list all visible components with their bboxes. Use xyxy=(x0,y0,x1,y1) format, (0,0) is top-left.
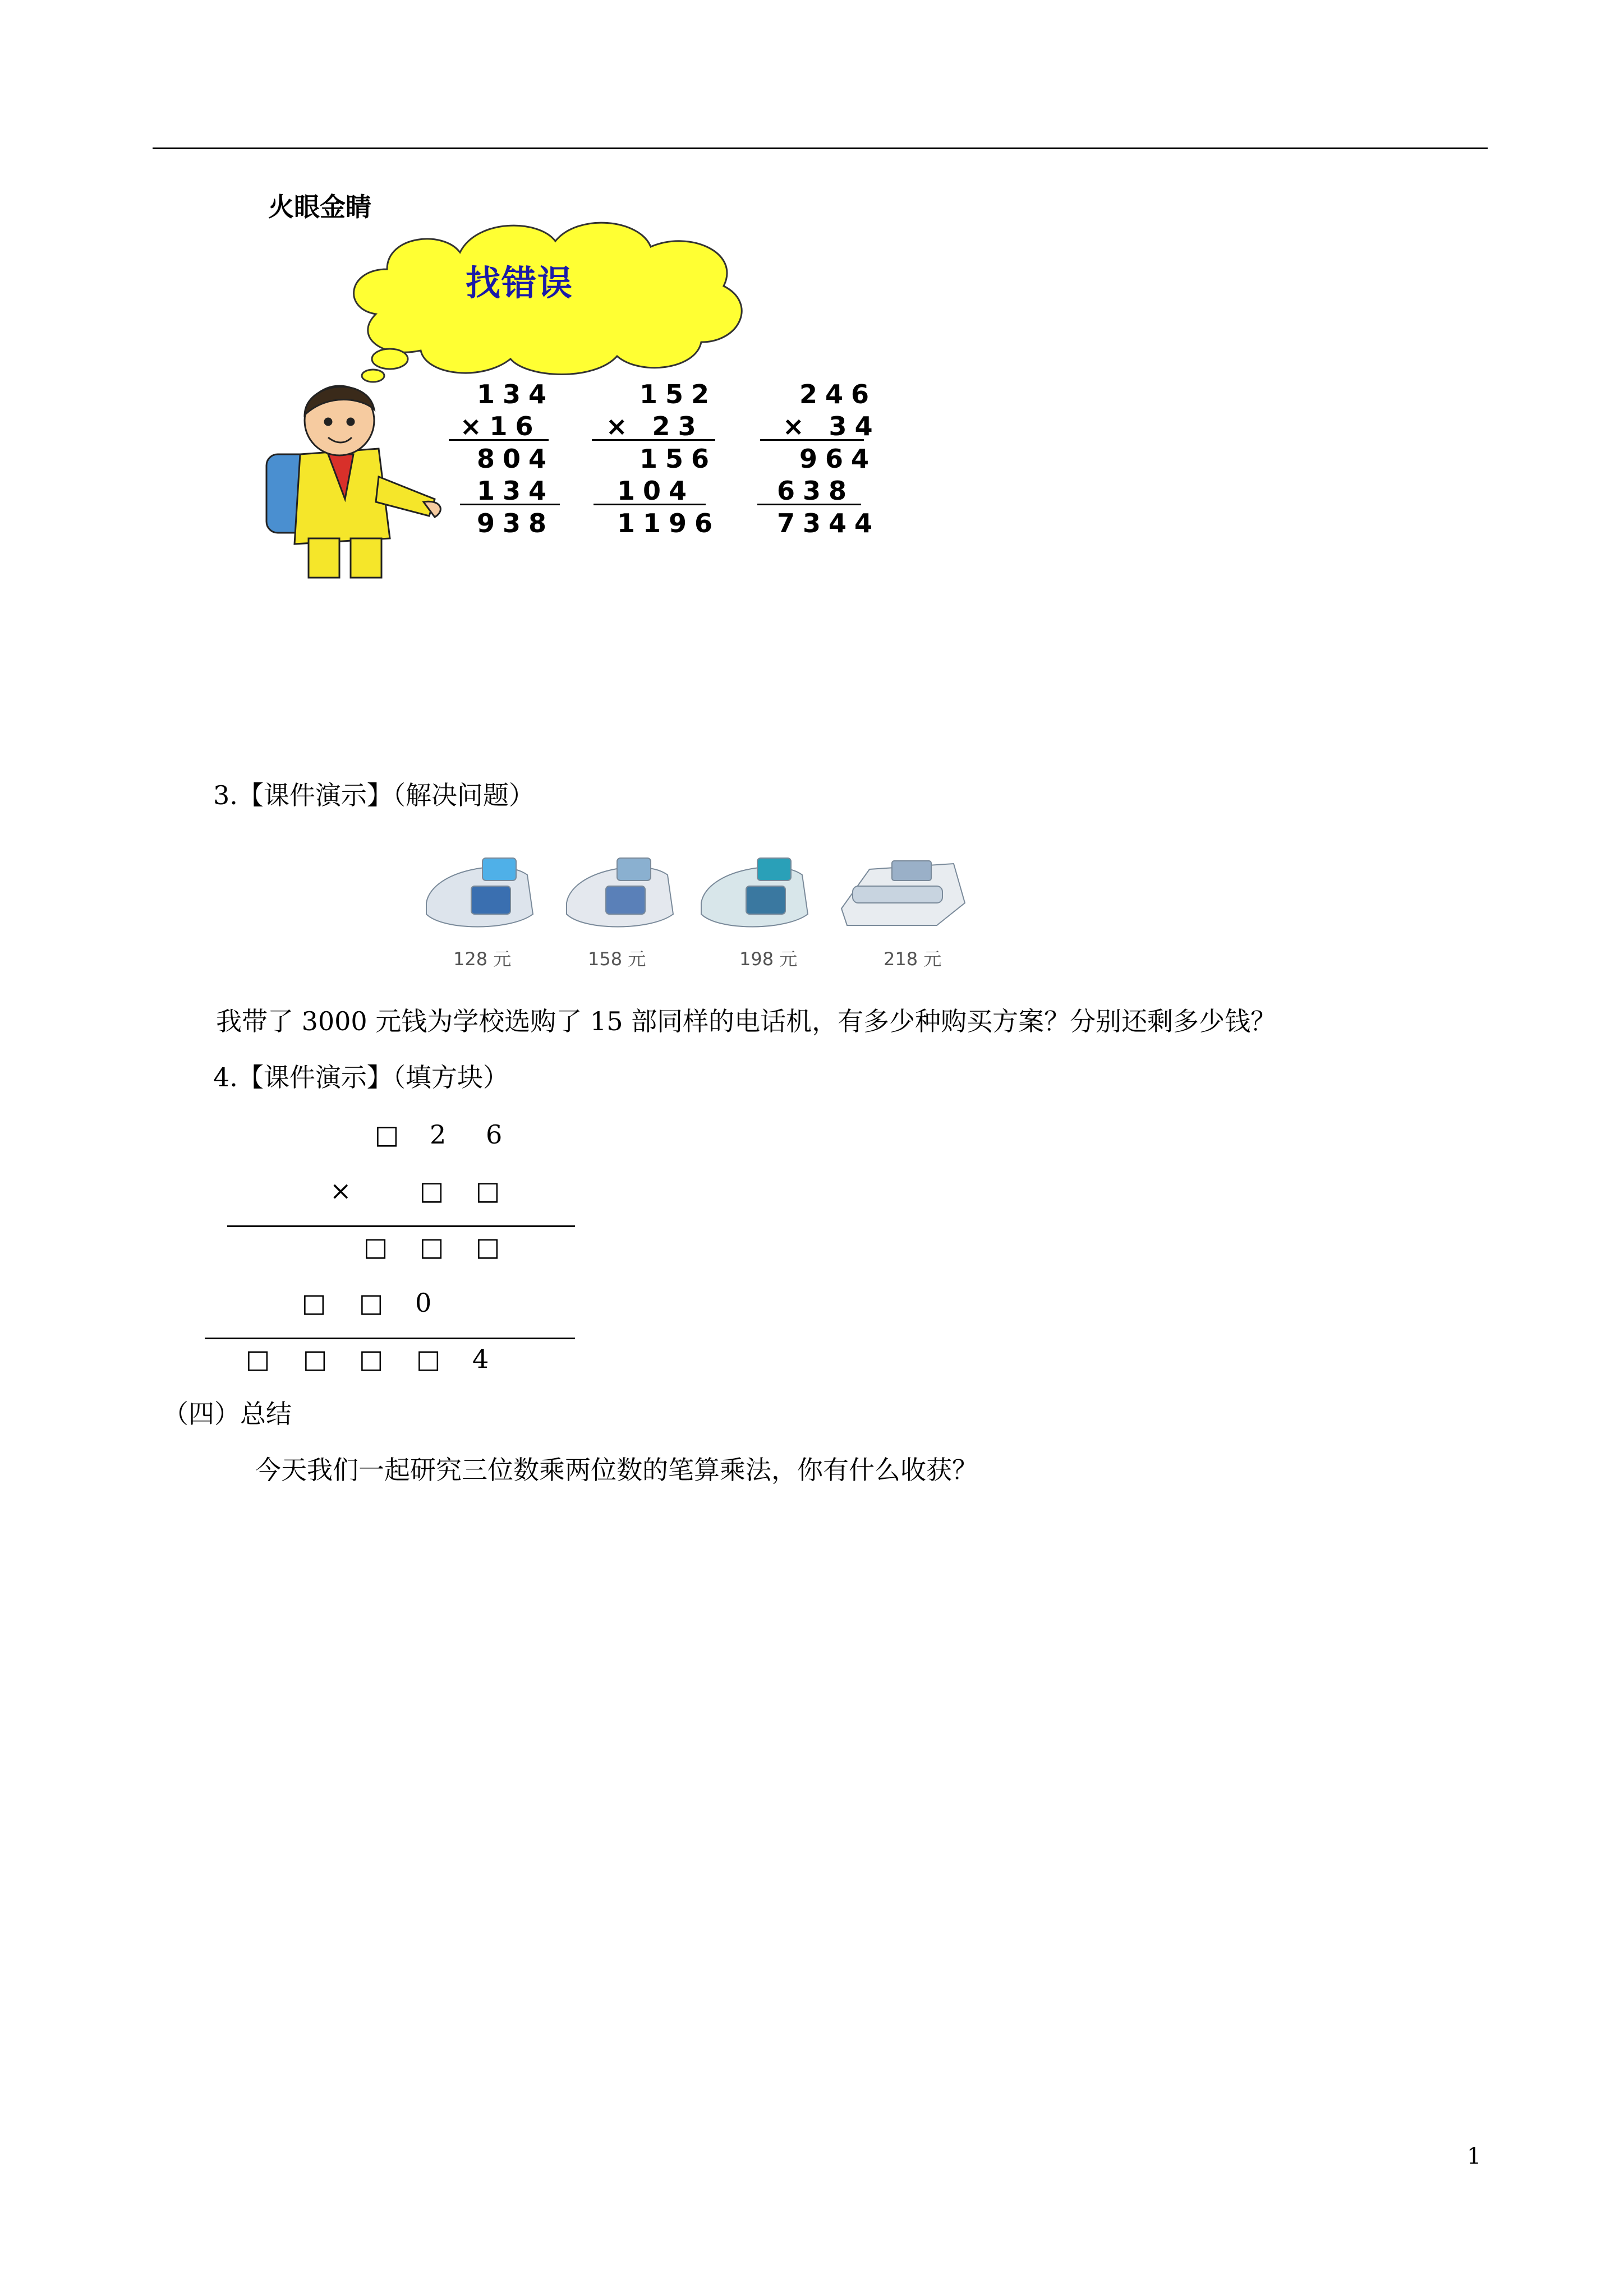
puzzle-box: □ xyxy=(302,1288,326,1318)
cloud-label: 找错误 xyxy=(466,262,574,303)
puzzle-digit: 2 xyxy=(430,1119,447,1150)
puzzle-box: □ xyxy=(476,1175,500,1206)
phone-1-icon xyxy=(426,858,533,927)
calc2-rule2 xyxy=(594,504,706,505)
phone-3-icon xyxy=(701,858,808,927)
calc3-row5: 7344 xyxy=(777,508,881,538)
puzzle-box: □ xyxy=(359,1344,384,1374)
item3-heading: 3.【课件演示】（解决问题） xyxy=(213,780,535,810)
phone-price-3: 198 元 xyxy=(739,948,798,970)
section-title: 火眼金睛 xyxy=(268,192,371,222)
calc1-rule1 xyxy=(449,439,549,441)
calc3-rule2 xyxy=(757,504,861,505)
calc1-rule2 xyxy=(460,504,560,505)
calc3-row1: 246 xyxy=(799,379,877,409)
puzzle-box: □ xyxy=(420,1232,444,1262)
phone-2-icon xyxy=(567,858,673,927)
phone-price-4: 218 元 xyxy=(884,948,942,970)
summary-heading: （四）总结 xyxy=(163,1399,292,1429)
calc1-row1: 134 xyxy=(477,379,555,409)
puzzle-digit: 4 xyxy=(472,1344,489,1374)
calc2-row4: 104 xyxy=(617,476,695,506)
calc2-rule1 xyxy=(592,439,715,441)
calc2-row1: 152 xyxy=(640,379,717,409)
boy-illustration-icon xyxy=(255,370,446,583)
calc3-rule1 xyxy=(760,439,864,441)
puzzle-box: □ xyxy=(364,1232,388,1262)
header-rule xyxy=(153,147,1488,149)
puzzle-box: □ xyxy=(359,1288,384,1318)
puzzle-box: □ xyxy=(476,1232,500,1262)
puzzle-times: × xyxy=(330,1175,352,1206)
calc3-row3: 964 xyxy=(799,444,877,474)
calc1-row5: 938 xyxy=(477,508,555,538)
calc1-row2: ×16 xyxy=(460,411,541,441)
puzzle-box: □ xyxy=(246,1344,270,1374)
calc1-row3: 804 xyxy=(477,444,555,474)
puzzle-digit: 6 xyxy=(486,1119,503,1150)
puzzle-box: □ xyxy=(375,1119,399,1150)
puzzle-digit: 0 xyxy=(415,1288,432,1318)
calc3-row4: 638 xyxy=(777,476,855,506)
phone-4-icon xyxy=(841,861,965,925)
puzzle-rule-1 xyxy=(227,1225,575,1227)
puzzle-box: □ xyxy=(416,1344,441,1374)
puzzle-rule-2 xyxy=(205,1338,575,1339)
puzzle-box: □ xyxy=(420,1175,444,1206)
page-number: 1 xyxy=(1467,2143,1482,2169)
calc2-row5: 1196 xyxy=(617,508,721,538)
phone-price-1: 128 元 xyxy=(453,948,512,970)
calc2-row3: 156 xyxy=(640,444,717,474)
calc1-row4: 134 xyxy=(477,476,555,506)
calc2-row2: × 23 xyxy=(606,411,704,441)
phone-price-2: 158 元 xyxy=(588,948,646,970)
summary-text: 今天我们一起研究三位数乘两位数的笔算乘法，你有什么收获？ xyxy=(255,1455,978,1485)
item3-question: 我带了 3000 元钱为学校选购了 15 部同样的电话机，有多少种购买方案？分别还剩多少钱？ xyxy=(216,1006,1277,1036)
item4-heading: 4.【课件演示】（填方块） xyxy=(213,1062,509,1092)
calc3-row2: × 34 xyxy=(783,411,881,441)
puzzle-box: □ xyxy=(303,1344,328,1374)
